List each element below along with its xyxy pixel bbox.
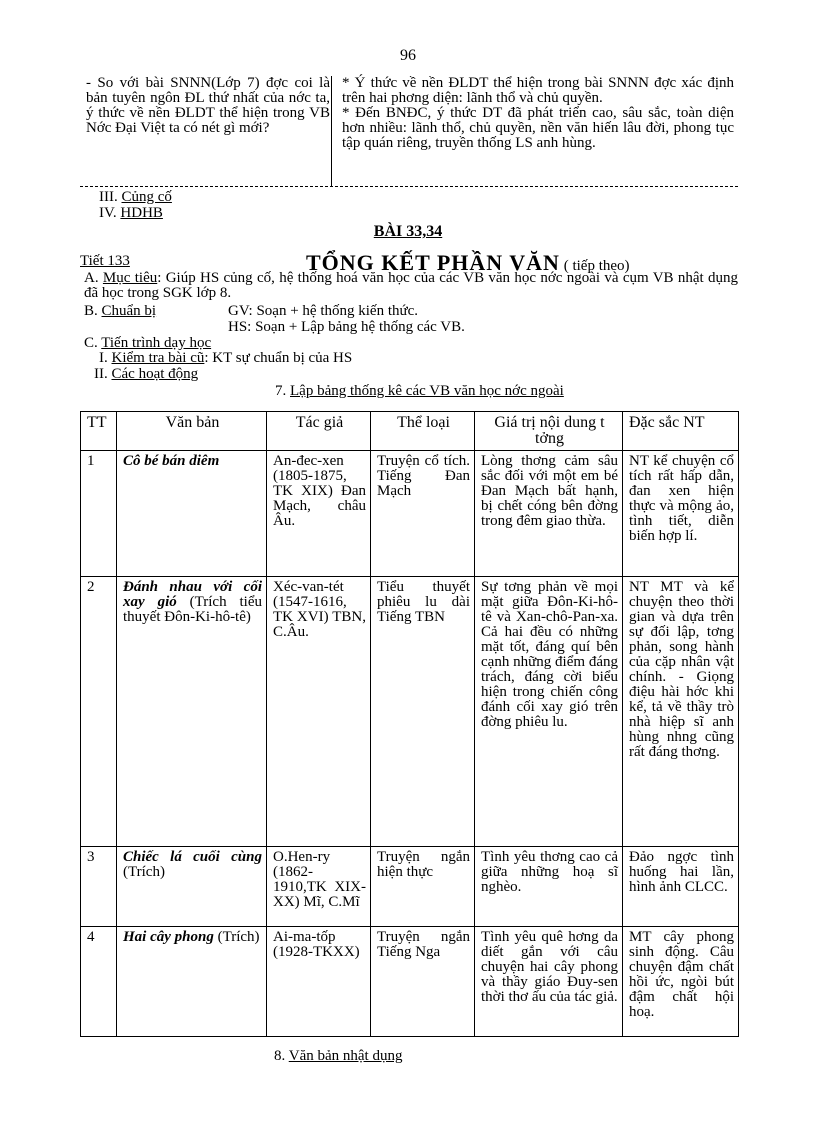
cell-author: Xéc-van-tét (1547-1616, TK XVI) TBN, C.Âu. bbox=[267, 577, 371, 847]
cell-author: Ai-ma-tốp (1928-TKXX) bbox=[267, 927, 371, 1037]
work-title: Cô bé bán diêm bbox=[123, 453, 220, 469]
header-content: Giá trị nội dung t tởng bbox=[475, 412, 623, 451]
next-heading bbox=[274, 1049, 402, 1064]
cell-art: NT kể chuyện cổ tích rất hấp dẫn, đan xen hiện thực và mộng ảo, tình tiết, diễn biến hợp lí. bbox=[623, 451, 739, 577]
process-label: Tiến trình dạy học bbox=[101, 335, 212, 351]
preparation-student: HS: Soạn + Lập bảng hệ thống các VB. bbox=[228, 319, 465, 335]
objective bbox=[84, 271, 738, 301]
cell-author: An-đec-xen (1805-1875, TK XIX) Đan Mạch, châu Âu. bbox=[267, 451, 371, 577]
cell-art: MT cây phong sinh động. Câu chuyện đậm chất hồi ức, ngòi bút đậm chất hội hoạ. bbox=[623, 927, 739, 1037]
cell-content: Tình yêu quê hơng da diết gắn với câu chuyện hai cây phong và thầy giáo Đuy-sen thời thơ ấu của tác giả. bbox=[475, 927, 623, 1037]
table-row bbox=[81, 847, 739, 927]
lesson-number: BÀI 33,34 bbox=[373, 223, 443, 240]
section-label: Củng cố bbox=[121, 189, 172, 205]
activities-label: Các hoạt động bbox=[111, 366, 199, 382]
header-author: Tác giả bbox=[267, 412, 371, 451]
activities-prefix: II. bbox=[94, 366, 108, 382]
header-genre: Thể loại bbox=[371, 412, 475, 451]
cell-art: NT MT và kể chuyện theo thời gian và dựa trên sự đối lập, tơng phản, song hành của cặp nhân vật chính. - Giọng điệu hài hớc khi kể, tả về thầy trò nhà hiệp sĩ anh hùng nhng cũng rất đáng thơng. bbox=[623, 577, 739, 847]
section-consolidation bbox=[99, 190, 172, 205]
preparation-prefix: B. bbox=[84, 303, 98, 319]
lesson-title-note: ( tiếp theo) bbox=[563, 258, 630, 274]
cell-author: O.Hen-ry (1862-1910,TK XIX-XX) Mĩ, C.Mĩ bbox=[267, 847, 371, 927]
question-cell: - So với bài SNNN(Lớp 7) đợc coi là bản tuyên ngôn ĐL thứ nhất của nớc ta, ý thức về nền ĐLDT thể hiện trong VB Nớc Đại Việt ta có nét gì mới? bbox=[86, 75, 330, 136]
preparation-teacher: GV: Soạn + hệ thống kiến thức. bbox=[228, 303, 419, 319]
cell-content: Tình yêu thơng cao cả giữa những hoạ sĩ nghèo. bbox=[475, 847, 623, 927]
cell-content: Sự tơng phản về mọi mặt giữa Đôn-Ki-hô-tê và Xan-chô-Pan-xa. Cả hai đều có những mặt tốt, đáng quí bên cạnh những điểm đáng trách, đáng cời biểu hiện trong chiến công đánh cối xay gió trên đờng phiêu lu. bbox=[475, 577, 623, 847]
column-divider bbox=[331, 76, 332, 186]
work-title-note: (Trích) bbox=[123, 864, 165, 880]
table-row bbox=[81, 927, 739, 1037]
header-art: Đặc sắc NT bbox=[623, 412, 739, 451]
check-label: Kiểm tra bài cũ bbox=[111, 350, 205, 366]
objective-prefix: A. bbox=[84, 270, 99, 286]
header-tt: TT bbox=[81, 412, 117, 451]
work-title: Hai cây phong bbox=[123, 929, 214, 945]
cell-tt: 3 bbox=[81, 847, 117, 927]
activities bbox=[94, 367, 198, 382]
table-heading bbox=[275, 384, 564, 399]
work-title-note: (Trích tiểu thuyết Đôn-Ki-hô-tê) bbox=[123, 594, 262, 625]
answer-paragraph-2: * Đến BNĐC, ý thức DT đã phát triển cao, sâu sắc, toàn diện hơn nhiều: lãnh thổ, chủ quyền, nền văn hiến lâu đời, phong tục tập quán riêng, truyền thống LS anh hùng. bbox=[342, 105, 734, 151]
answer-paragraph-1: * Ý thức về nền ĐLDT thể hiện trong bài SNNN đợc xác định trên hai phơng diện: lãnh thổ và chủ quyền. bbox=[342, 75, 734, 106]
section-prefix: IV. bbox=[99, 205, 117, 221]
check-old-lesson bbox=[99, 351, 352, 366]
cell-title bbox=[117, 577, 267, 847]
answer-cell bbox=[342, 76, 734, 151]
period-label bbox=[80, 254, 130, 269]
cell-title bbox=[117, 927, 267, 1037]
preparation-label: Chuẩn bị bbox=[101, 303, 157, 319]
cell-content: Lòng thơng cảm sâu sắc đối với một em bé Đan Mạch bất hạnh, bị chết cóng bên đờng trong đêm giao thừa. bbox=[475, 451, 623, 577]
cell-art: Đảo ngợc tình huống hai lần, hình ảnh CLCC. bbox=[623, 847, 739, 927]
preparation bbox=[84, 304, 156, 319]
section-prefix: III. bbox=[99, 189, 118, 205]
period-text: Tiết 133 bbox=[80, 253, 130, 269]
literature-table bbox=[80, 411, 739, 1037]
work-title: Chiếc lá cuối cùng bbox=[123, 849, 262, 865]
cell-tt: 4 bbox=[81, 927, 117, 1037]
section-label: HDHB bbox=[120, 205, 163, 221]
cell-tt: 2 bbox=[81, 577, 117, 847]
section-homework bbox=[99, 206, 163, 221]
cell-genre: Truyện ngắn hiện thực bbox=[371, 847, 475, 927]
table-row bbox=[81, 451, 739, 577]
lesson-heading bbox=[0, 224, 816, 239]
table-heading-number: 7. bbox=[275, 383, 287, 399]
previous-lesson-table bbox=[80, 76, 738, 187]
cell-tt: 1 bbox=[81, 451, 117, 577]
objective-label: Mục tiêu bbox=[102, 270, 158, 286]
cell-genre: Tiểu thuyết phiêu lu dài Tiếng TBN bbox=[371, 577, 475, 847]
cell-title bbox=[117, 847, 267, 927]
check-text: : KT sự chuẩn bị của HS bbox=[204, 350, 353, 366]
table-header-row bbox=[81, 412, 739, 451]
objective-text: : Giúp HS củng cố, hệ thống hoá văn học của các VB văn học nớc ngoài và cụm VB nhật dụng đã học trong SGK lớp 8. bbox=[84, 270, 739, 301]
cell-title bbox=[117, 451, 267, 577]
process-prefix: C. bbox=[84, 335, 98, 351]
cell-genre: Truyện cổ tích. Tiếng Đan Mạch bbox=[371, 451, 475, 577]
next-heading-text: Văn bản nhật dụng bbox=[288, 1048, 403, 1064]
lesson-title-text: TỔNG KẾT PHẦN VĂN bbox=[306, 250, 560, 275]
page-number: 96 bbox=[400, 47, 416, 64]
cell-genre: Truyện ngắn Tiếng Nga bbox=[371, 927, 475, 1037]
check-prefix: I. bbox=[99, 350, 108, 366]
work-title-note: (Trích) bbox=[213, 929, 260, 945]
table-row bbox=[81, 577, 739, 847]
table-heading-text: Lập bảng thống kê các VB văn học nớc ngoài bbox=[290, 383, 564, 399]
header-text: Văn bản bbox=[117, 412, 267, 451]
work-title: Đánh nhau với cối xay gió bbox=[123, 579, 262, 610]
process bbox=[84, 336, 211, 351]
next-heading-number: 8. bbox=[274, 1048, 286, 1064]
